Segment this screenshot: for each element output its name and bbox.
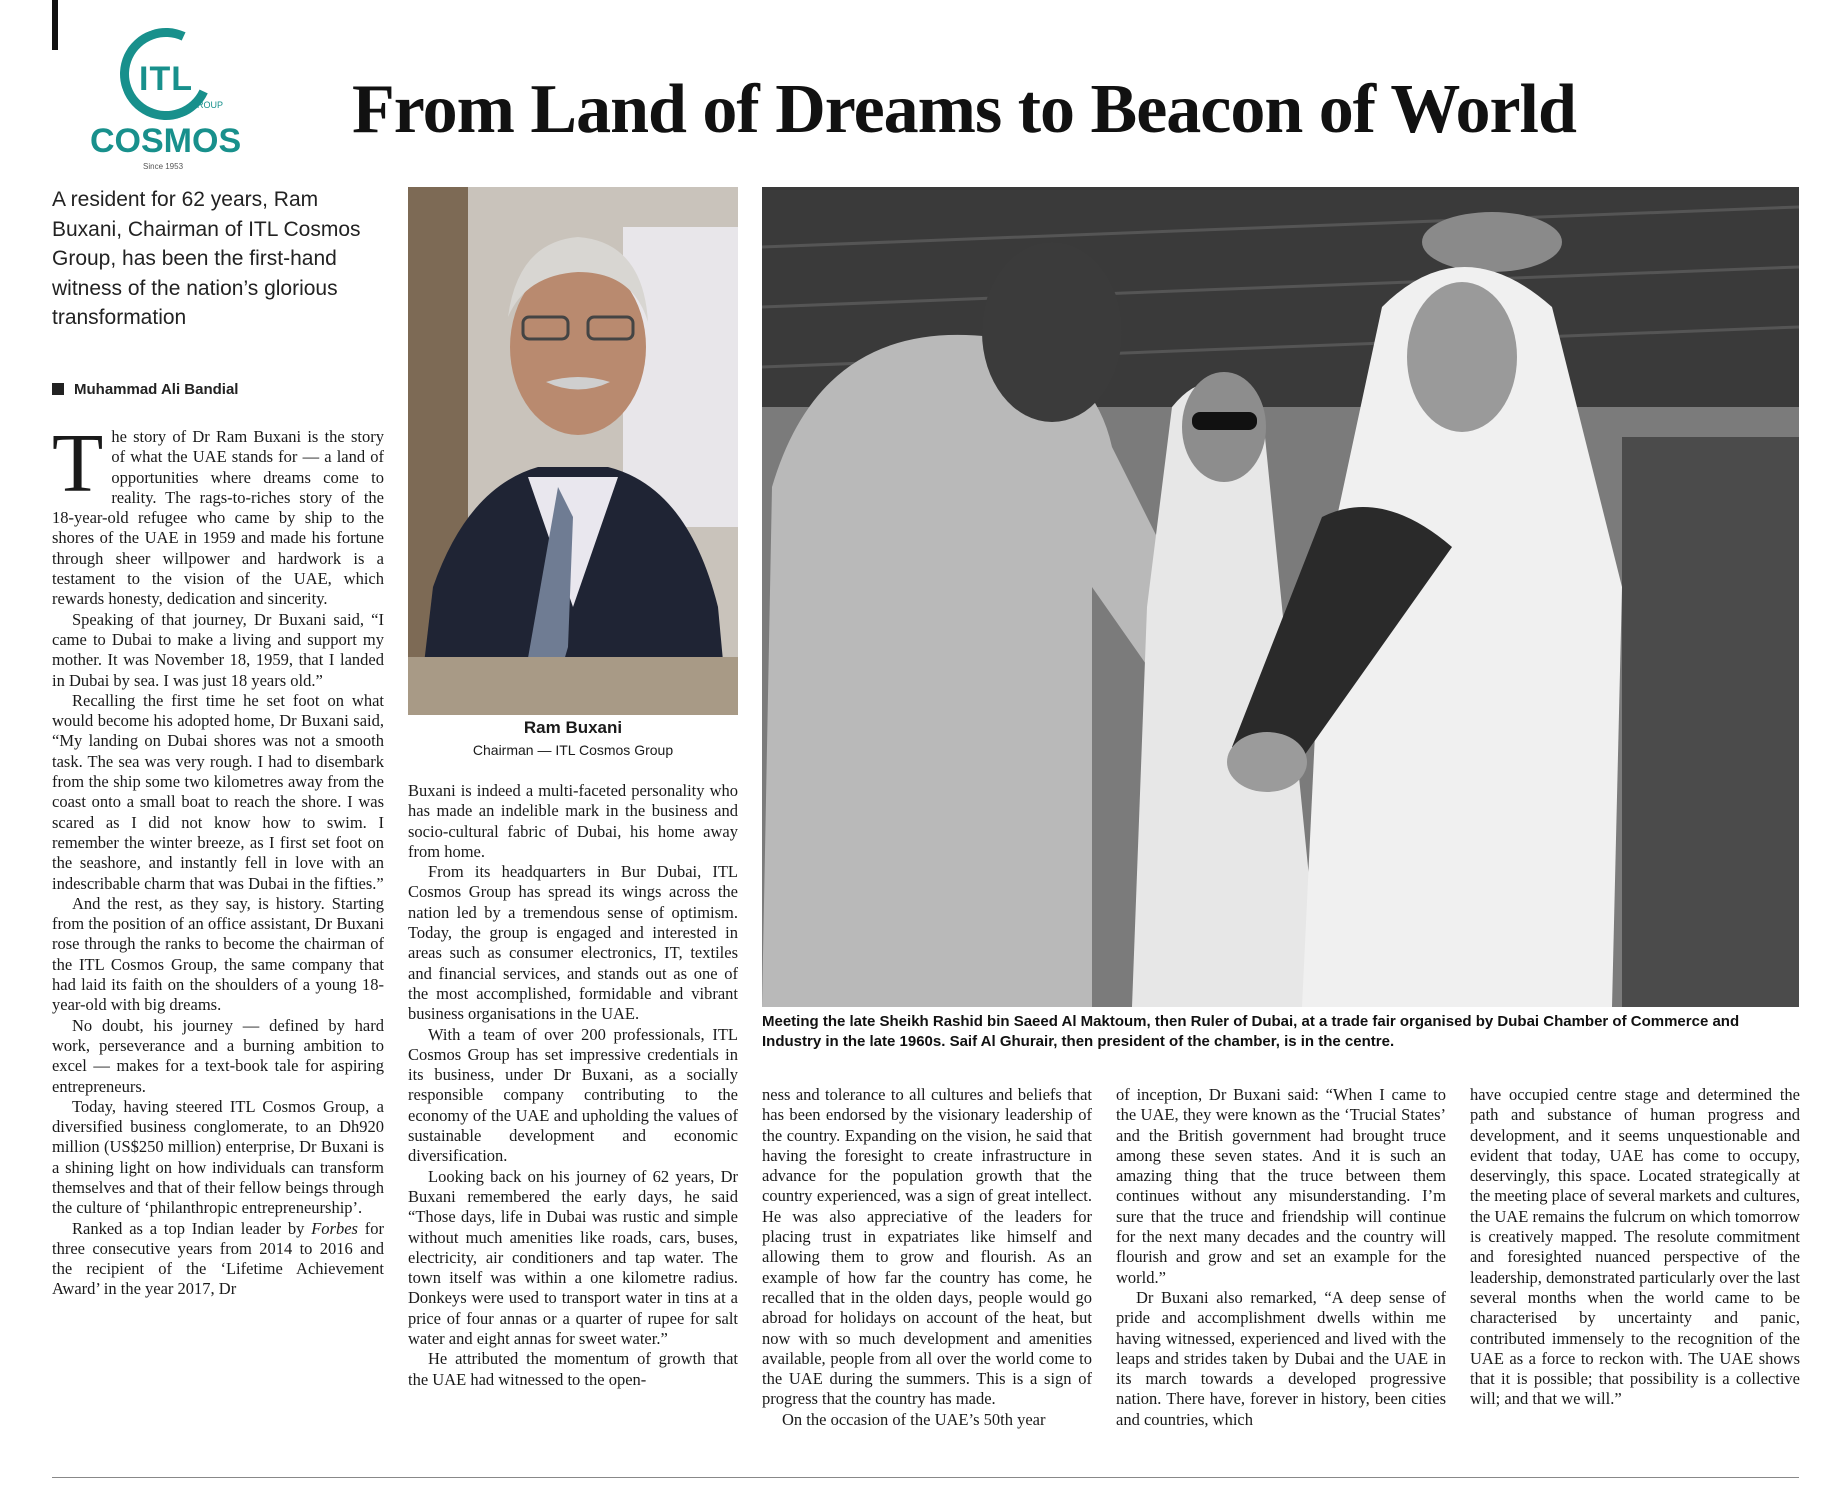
historic-photo — [762, 187, 1799, 1007]
paragraph: Looking back on his journey of 62 years, Dr Buxani remembered the early days, he said “Those days, life in Dubai was rustic and simple without much amenities like roads, cars, buses, electricity, air conditioners and tap water. The town itself was within a one kilometre radius. Donkeys were used to transport water in tins at a price of four annas or a quarter of rupee for salt water and eight annas for sweet water.” — [408, 1166, 738, 1349]
paragraph: of inception, Dr Buxani said: “When I came to the UAE, they were known as the ‘Trucial States’ and the British government had brought truce among these seven states. And it is such an amazing thing that the truce between them continues without any misunderstanding. I’m sure that the truce and friendship will continue for the next many decades and the country will flourish and grow and set an example for the world.” — [1116, 1085, 1446, 1287]
paragraph: Buxani is indeed a multi-faceted personality who has made an indelible mark in the business and socio-cultural fabric of Dubai, his home away from home. — [408, 781, 738, 861]
historic-photo-illustration — [762, 187, 1799, 1007]
byline — [52, 381, 238, 398]
portrait-caption-role: Chairman — ITL Cosmos Group — [472, 742, 674, 758]
paragraph: Today, having steered ITL Cosmos Group, a diversified business conglomerate, to an Dh920 million (US$250 million) enterprise, Dr Buxani is a shining light on how individuals can transform themselves and that of their fellow beings through the culture of ‘philanthropic entrepreneurship’. — [52, 1096, 384, 1218]
article-column-3 — [762, 1085, 1092, 1430]
article-column-2 — [408, 781, 738, 1390]
standfirst: A resident for 62 years, Ram Buxani, Chairman of ITL Cosmos Group, has been the first-hand witness of the nation’s glorious transformation — [52, 188, 361, 329]
paragraph: Ranked as a top Indian leader by Forbes for three consecutive years from 2014 to 2016 and the recipient of the ‘Lifetime Achievement Award’ in the year 2017, Dr — [52, 1218, 384, 1299]
historic-photo-caption: Meeting the late Sheikh Rashid bin Saeed Al Maktoum, then Ruler of Dubai, at a trade fair organised by Dubai Chamber of Commerce and Industry in the late 1960s. Saif Al Ghurair, then president of the chamber, is in the centre. — [762, 1013, 1740, 1050]
paragraph: No doubt, his journey — defined by hard work, perseverance and a burning ambition to excel — makes for a text-book tale for aspiring entrepreneurs. — [52, 1015, 384, 1096]
article-column-1 — [52, 417, 384, 1300]
portrait-caption — [408, 718, 738, 758]
paragraph: Speaking of that journey, Dr Buxani said, “I came to Dubai to make a living and support my mother. It was November 18, 1959, that I landed in Dubai by sea. I was just 18 years old.” — [52, 609, 384, 690]
logo-group-text: GROUP — [190, 100, 224, 110]
itl-cosmos-logo — [85, 22, 250, 171]
paragraph: On the occasion of the UAE’s 50th year — [782, 1409, 1046, 1429]
paragraph: ness and tolerance to all cultures and beliefs that has been endorsed by the visionary leadership of the country. Expanding on the vision, he said that having the foresight to create infrastructure in advance for the population growth that the country experienced, was a sign of great intellect. He was also appreciative of the leaders for placing trust in expatriates like himself and allowing them to grow and flourish. As an example of how far the country has come, he recalled that in the olden days, people would go abroad for holidays on account of the heat, but now with so much development and amenities available, people from all over the world come to the UAE during the summers. This is a sign of progress that the country has made. — [762, 1085, 1092, 1409]
paragraph: Dr Buxani also remarked, “A deep sense of pride and accomplishment dwells within me having witnessed, experienced and lived with the leaps and strides taken by Dubai and the UAE in its march towards a developed progressive nation. There have, forever in history, been cities and countries, which — [1116, 1287, 1446, 1429]
logo-itl-text: ITL — [139, 60, 193, 98]
portrait-illustration — [408, 187, 738, 715]
portrait-caption-name: Ram Buxani — [523, 718, 623, 737]
paragraph: have occupied centre stage and determined the path and substance of human progress and development, and it seems unquestionable and evident that today, UAE has come to occupy, deservingly, this space. Located strategically at the meeting place of several markets and cultures, the UAE remains the fulcrum on which tomorrow is creatively mapped. The resolute commitment and foresighted nuanced perspective of the leadership, demonstrated particularly over the last several months when the world came to be characterised by uncertainty and panic, contributed immensely to the recognition of the UAE as a force to reckon with. The UAE shows that it is possible; that possibility is a collective will; and that we will.” — [1470, 1085, 1800, 1409]
paragraph: With a team of over 200 professionals, ITL Cosmos Group has set impressive credentials in its business, under Dr Buxani, as a socially responsible company contributing to the economy of the UAE and upholding the values of sustainable development and economic diversification. — [408, 1024, 738, 1166]
article-column-5 — [1470, 1085, 1800, 1410]
drop-cap: T — [52, 417, 104, 510]
paragraph: He attributed the momentum of growth that the UAE had witnessed to the open- — [408, 1349, 738, 1389]
article-column-4 — [1116, 1085, 1446, 1430]
byline-square-icon — [52, 383, 64, 395]
portrait-photo — [408, 187, 738, 715]
paragraph: Recalling the first time he set foot on what would become his adopted home, Dr Buxani said, “My landing on Dubai shores was not a smooth task. The sea was very rough. I had to disembark from the ship some two kilometres away from the coast onto a small boat to reach the shore. I was scared as I did not know how to swim. I remember the winter breeze, as I first set foot on the seashore, and instantly fell in love with an indescribable charm that was Dubai in the fifties.” — [52, 690, 384, 893]
paragraph: The story of Dr Ram Buxani is the story of what the UAE stands for — a land of opportunities where dreams come to reality. The rags-to-riches story of the 18-year-old refugee who came by ship to the shores of the UAE in 1959 and made his fortune through sheer willpower and hardwork is a testament to the vision of the UAE, which rewards honesty, dedication and sincerity. — [52, 417, 384, 609]
top-marker-bar — [52, 0, 58, 50]
byline-author: Muhammad Ali Bandial — [74, 381, 239, 398]
bottom-rule — [52, 1477, 1799, 1478]
headline: From Land of Dreams to Beacon of World — [352, 71, 1576, 148]
logo-cosmos-text: COSMOS — [90, 122, 242, 160]
paragraph: From its headquarters in Bur Dubai, ITL Cosmos Group has spread its wings across the nation led by a tremendous sense of optimism. Today, the group is engaged and interested in areas such as consumer electronics, IT, textiles and financial services, and stands out as one of the most accomplished, formidable and vibrant business organisations in the UAE. — [408, 862, 738, 1024]
paragraph: And the rest, as they say, is history. Starting from the position of an office assistant, Dr Buxani rose through the ranks to become the chairman of the ITL Cosmos Group, the same company that had laid its faith on the shoulders of a young 18-year-old with big dreams. — [52, 893, 384, 1015]
logo-since-text: Since 1953 — [143, 162, 184, 171]
